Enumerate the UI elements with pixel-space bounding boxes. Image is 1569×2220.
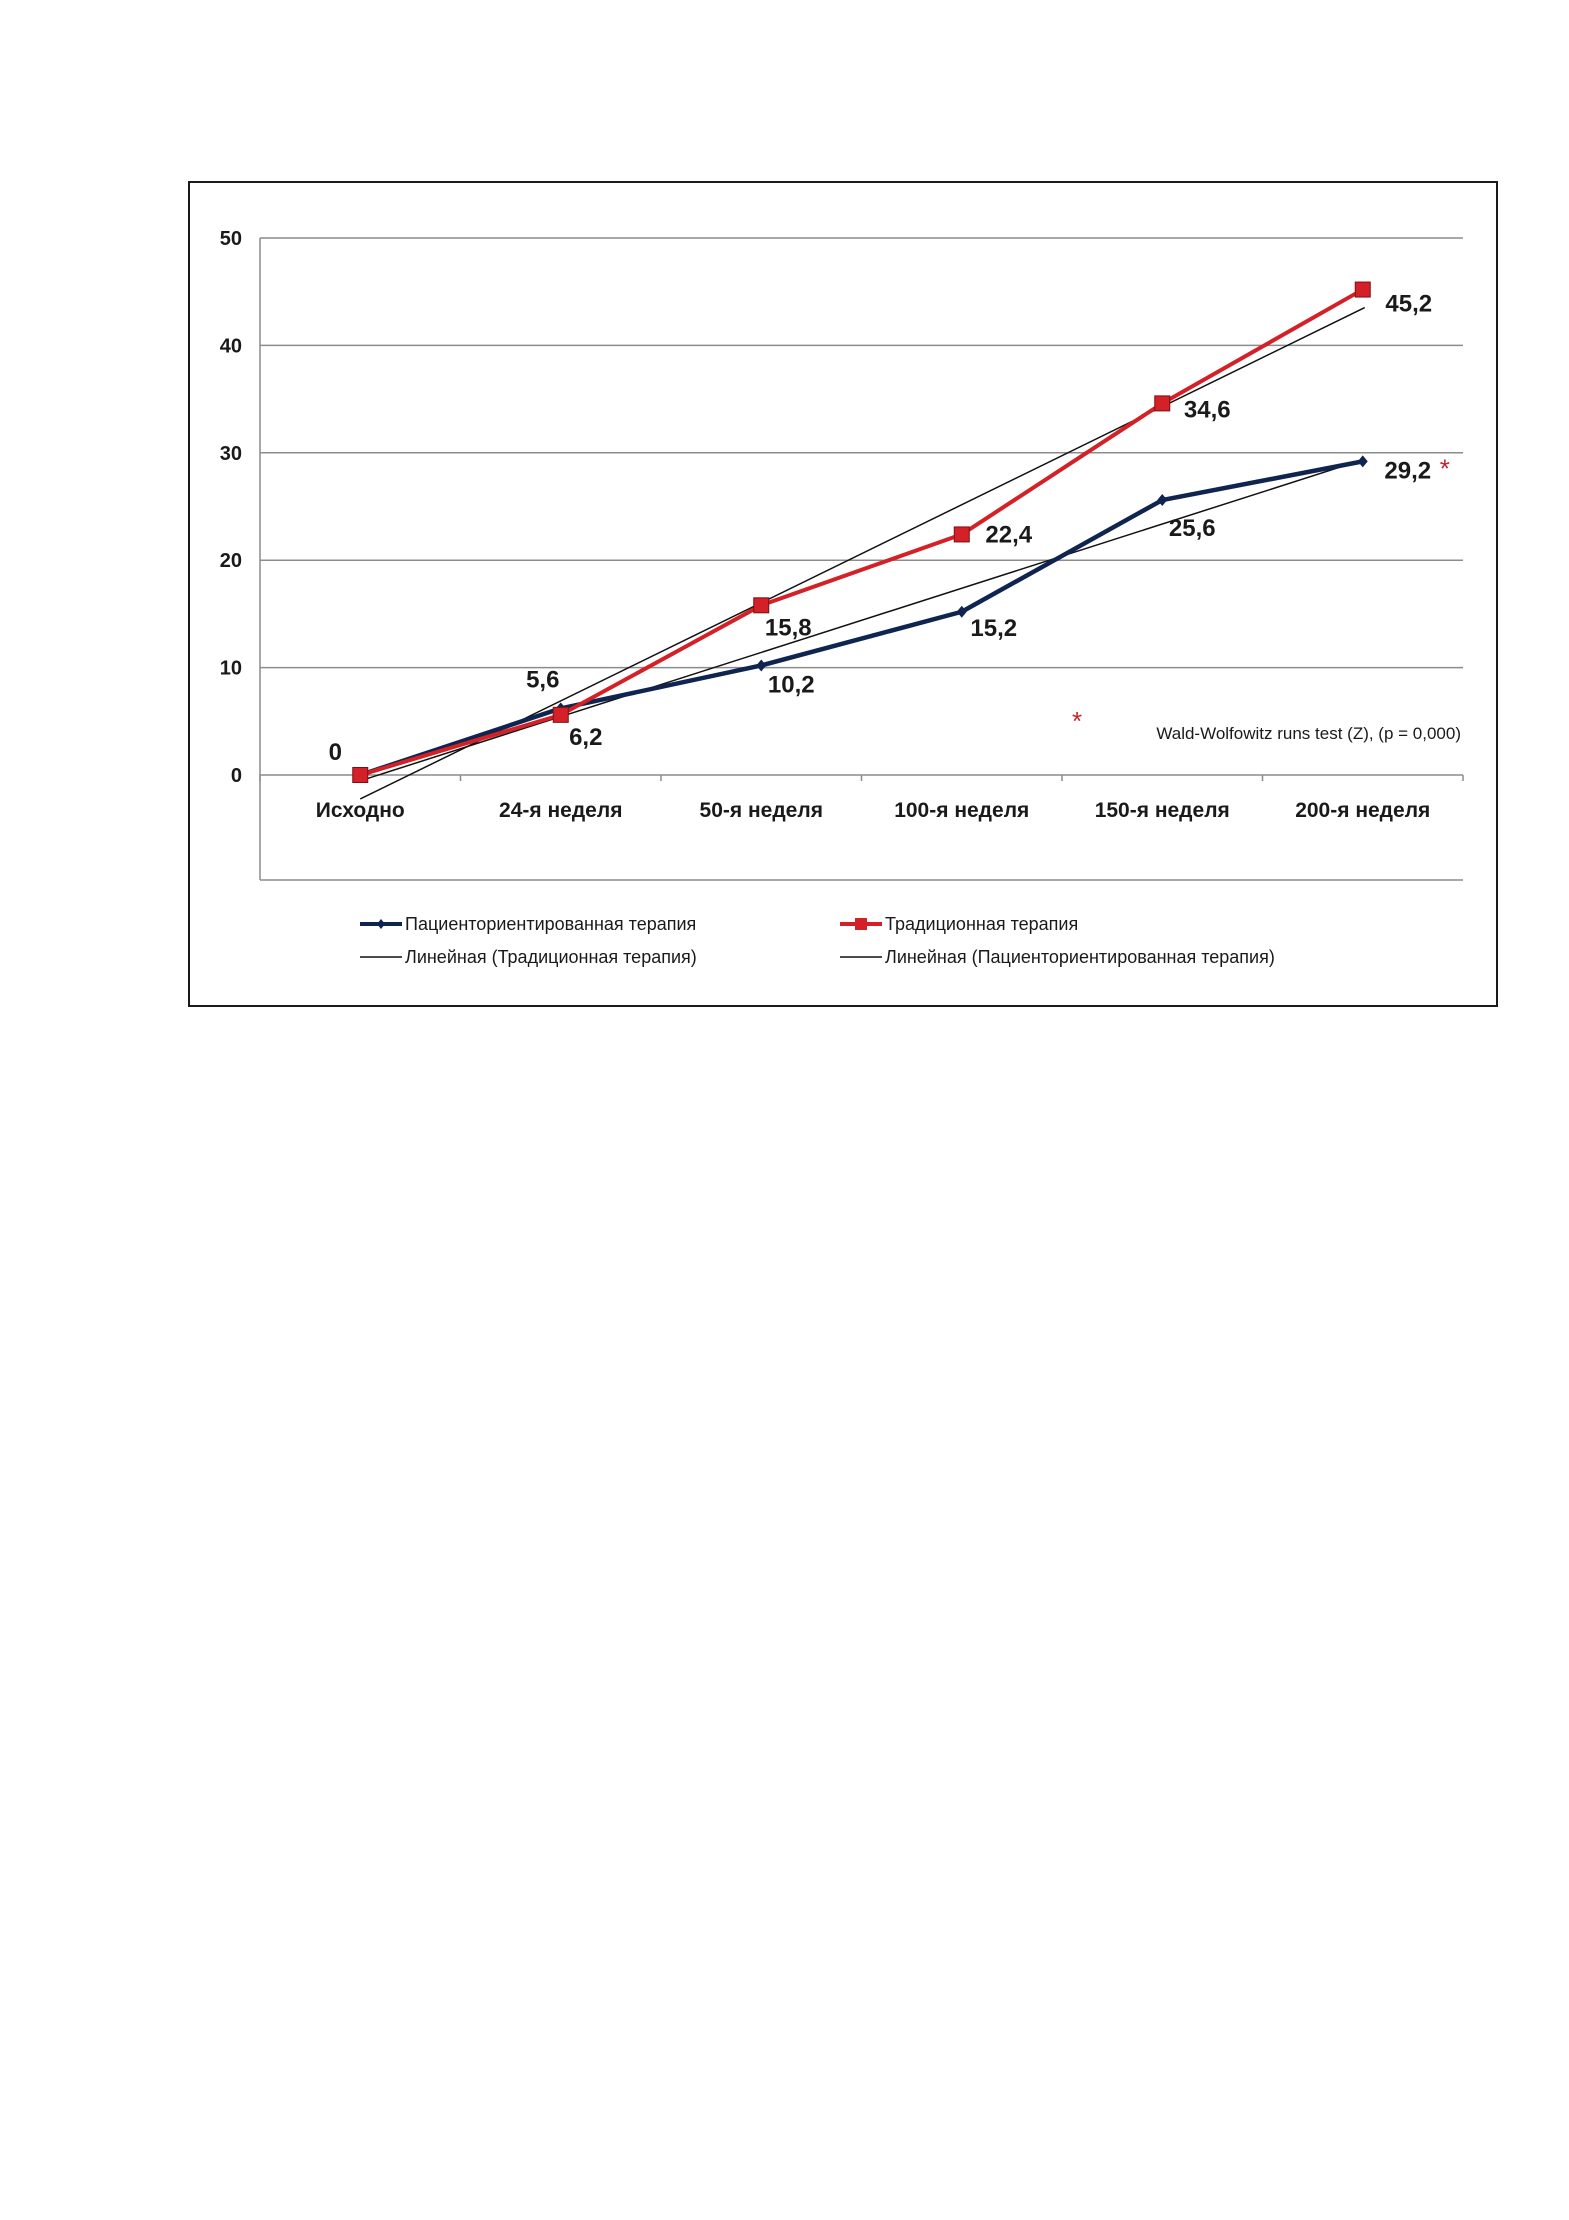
data-point-traditional <box>353 768 368 783</box>
data-label-patient: 5,6 <box>526 666 560 694</box>
data-point-patient <box>756 659 766 671</box>
y-tick-label: 30 <box>219 442 242 465</box>
legend-marker-patient <box>377 919 385 929</box>
data-label-patient: 29,2 <box>1384 457 1432 485</box>
data-label-patient: 25,6 <box>1168 515 1216 543</box>
significance-star: * <box>1439 453 1450 484</box>
data-label-patient: 15,2 <box>970 614 1018 642</box>
data-point-traditional <box>553 707 568 722</box>
data-label-traditional: 22,4 <box>985 521 1033 549</box>
legend-label: Линейная (Традиционная терапия) <box>405 947 697 967</box>
data-label-patient: 10,2 <box>767 671 815 699</box>
y-tick-label: 50 <box>219 228 242 250</box>
data-label-traditional: 45,2 <box>1385 290 1433 318</box>
x-tick-label: 50-я неделя <box>699 799 823 822</box>
x-tick-label: 24-я неделя <box>499 799 623 822</box>
note-star: * <box>1071 706 1083 736</box>
data-label-traditional: 0 <box>328 739 342 766</box>
y-tick-label: 0 <box>230 765 242 787</box>
y-tick-label: 40 <box>219 335 242 358</box>
note-text: Wald-Wolfowitz runs test (Z), (p = 0,000) <box>1156 724 1461 743</box>
data-label-traditional: 6,2 <box>569 723 603 751</box>
data-label-traditional: 15,8 <box>764 614 812 642</box>
x-tick-label: Исходно <box>315 799 405 822</box>
x-tick-label: 200-я неделя <box>1295 799 1431 822</box>
y-tick-label: 10 <box>219 657 242 680</box>
chart-frame <box>188 181 1498 1007</box>
y-tick-label: 20 <box>219 550 242 573</box>
data-point-patient <box>1358 455 1368 467</box>
data-point-traditional <box>1155 396 1170 411</box>
legend-label: Традиционная терапия <box>885 914 1079 934</box>
legend-marker-traditional <box>855 918 867 930</box>
legend-label: Линейная (Пациенториентированная терапия) <box>885 947 1275 967</box>
legend-label: Пациенториентированная терапия <box>405 914 697 934</box>
data-point-traditional <box>954 527 969 542</box>
data-point-traditional <box>1355 282 1370 297</box>
data-label-traditional: 34,6 <box>1183 396 1231 424</box>
x-tick-label: 150-я неделя <box>1094 799 1230 822</box>
x-tick-label: 100-я неделя <box>894 799 1030 822</box>
line-chart <box>190 183 1496 1005</box>
data-point-traditional <box>754 598 769 613</box>
